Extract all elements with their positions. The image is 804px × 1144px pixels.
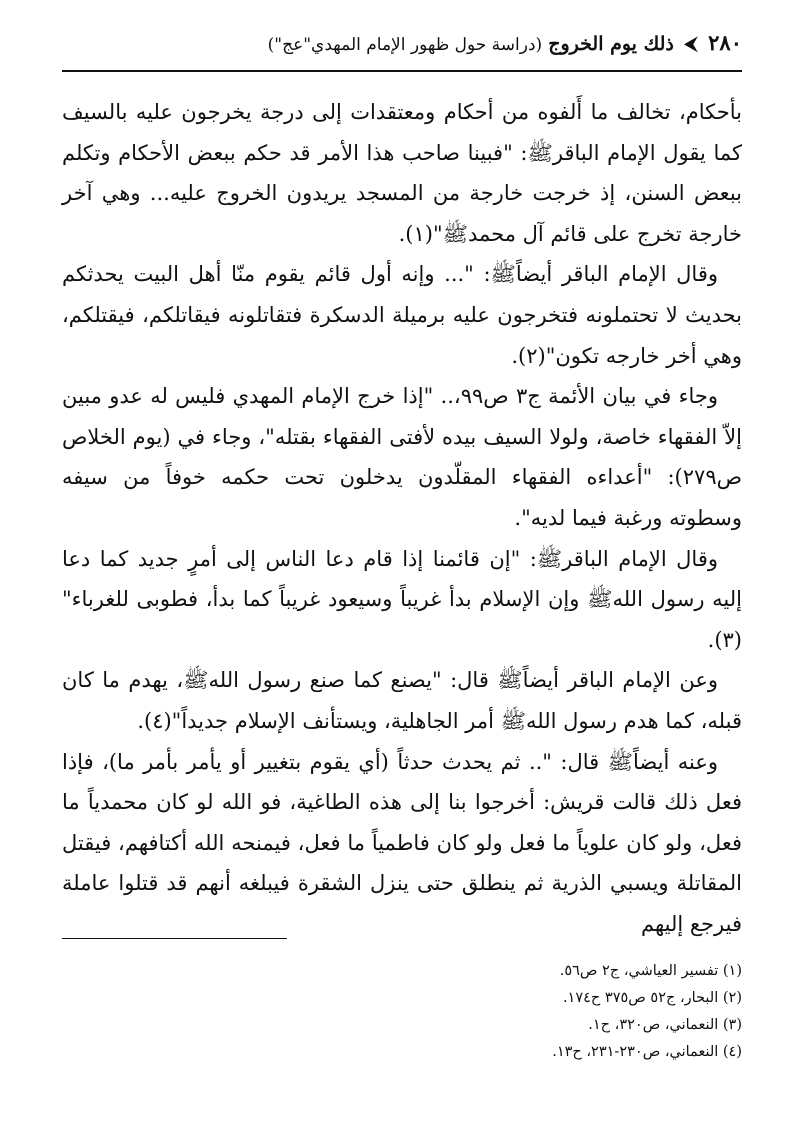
footnote-divider [62,938,287,939]
paragraph: وقال الإمام الباقر أيضاًﷺ: "... وإنه أول قائم يقوم منّا أهل البيت يحدثكم بحديث لا تحتملونه فتخرجون عليه برميلة الدسكرة فتقاتلونه فيقاتلكم، فيقتلكم، وهي أخر خارجه تكون"(٢). [62,262,742,368]
paragraph: وقال الإمام الباقرﷺ: "إن قائمنا إذا قام دعا الناس إلى أمرٍ جديد كما دعا إليه رسول اللهﷺ وإن الإسلام بدأ غريباً وسيعود غريباً كما بدأ، فطوبى للغرباء"(٣). [62,546,742,652]
main-text [62,92,742,944]
page-header [62,28,742,72]
book-title: ذلك يوم الخروج [548,33,674,55]
paragraph: وعن الإمام الباقر أيضاًﷺ قال: "يصنع كما صنع رسول اللهﷺ، يهدم ما كان قبله، كما هدم رسول اللهﷺ أمر الجاهلية، ويستأنف الإسلام جديداً"(٤). [62,668,742,733]
book-subtitle: (دراسة حول ظهور الإمام المهدي"عج") [267,35,543,55]
footnote: (٣) النعماني، ص٣٢٠، ح١. [588,1017,742,1033]
footnote: (٢) البحار، ج٥٢ ص٣٧٥ ح١٧٤. [562,990,742,1006]
paragraph: وجاء في بيان الأئمة ج٣ ص٩٩،.. "إذا خرج الإمام المهدي فليس له عدو مبين إلاّ الفقهاء خاصة، ولولا السيف بيده لأفتى الفقهاء بقتله"، وجاء في (يوم الخلاص ص٢٧٩): "أعداءه الفقهاء المقلّدون يدخلون تحت حكمه خوفاً من سيفه وسطوته ورغبة فيما لديه". [62,384,742,530]
paragraph: وعنه أيضاًﷺ قال: ".. ثم يحدث حدثاً (أي يقوم بتغيير أو يأمر بأمر ما)، فإذا فعل ذلك قالت قريش: أخرجوا بنا إلى هذه الطاغية، فو الله لو كان محمدياً ما فعل، ولو كان علوياً ما فعل ولو كان فاطمياً ما فعل، فيمنحه الله أكتافهم، فيقتل المقاتلة ويسبي الذرية ثم ينطلق حتى ينزل الشقرة فيبلغه أنهم قد قتلوا عاملة فيرجع إليهم [62,749,742,936]
page-number: ٢٨٠ [708,30,742,55]
paragraph: بأحكام، تخالف ما أَلفوه من أحكام ومعتقدات إلى درجة يخرجون عليه بالسيف كما يقول الإمام الباقرﷺ: "فبينا صاحب هذا الأمر قد حكم ببعض الأحكام وتكلم ببعض السنن، إذ خرجت خارجة من المسجد يريدون الخروج عليه... وهي آخر خارجة تخرج على قائم آل محمدﷺ"(١). [62,100,742,246]
footnotes [62,958,742,1066]
arrow-icon: ⮜ [683,31,699,55]
footnote: (٤) النعماني، ص٢٣٠-٢٣١، ح١٣. [552,1044,742,1060]
footnote: (١) تفسير العياشي، ج٢ ص٥٦. [559,963,742,979]
